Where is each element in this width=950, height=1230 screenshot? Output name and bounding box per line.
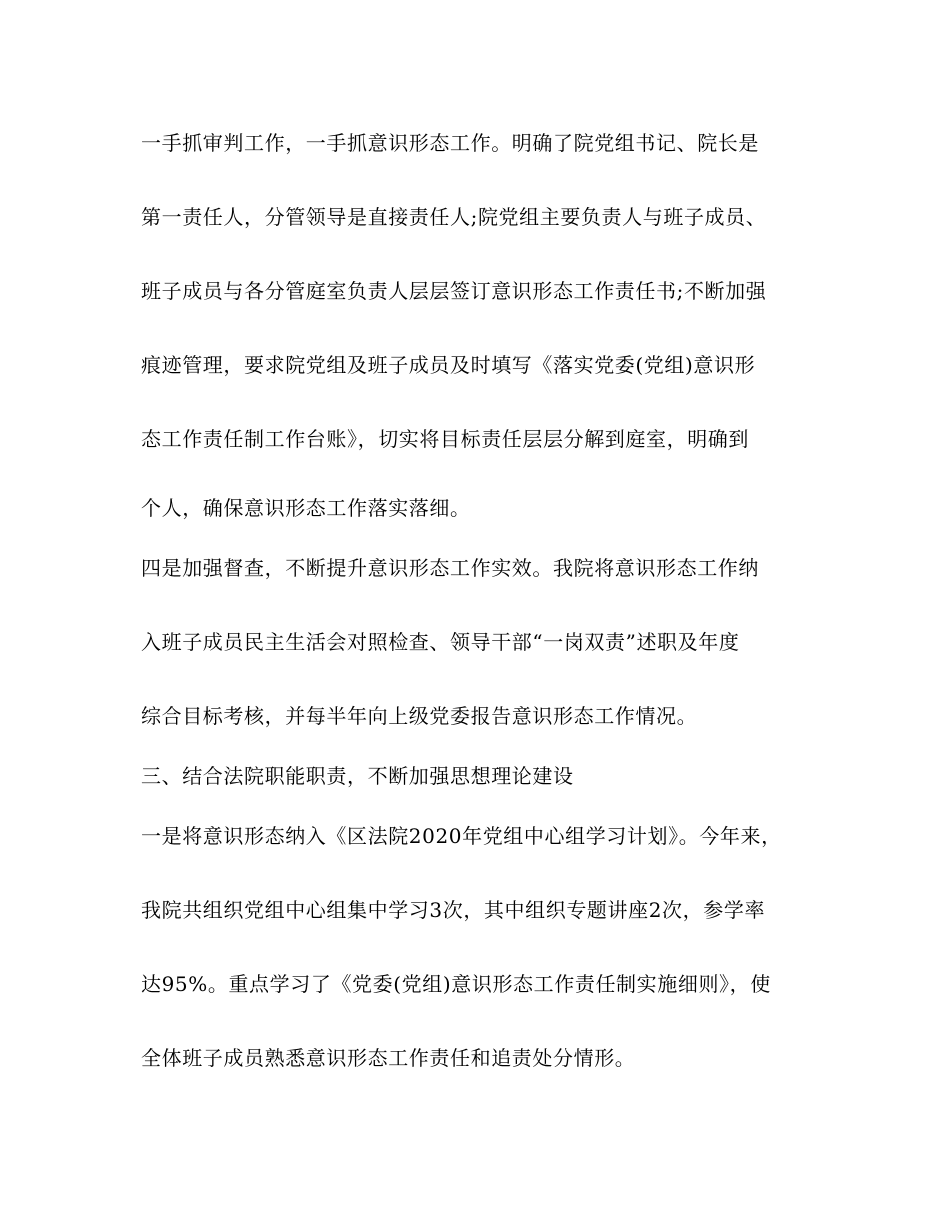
text-line: 我院共组织党组中心组集中学习3次，其中组织专题讲座2次，参学率 [141, 898, 766, 922]
text-line: 达95%。重点学习了《党委(党组)意识形态工作责任制实施细则》，使 [141, 972, 771, 996]
text-line: 全体班子成员熟悉意识形态工作责任和追责处分情形。 [141, 1046, 636, 1070]
text-line: 综合目标考核，并每半年向上级党委报告意识形态工作情况。 [141, 704, 698, 728]
text-line: 个人，确保意识形态工作落实落细。 [141, 496, 471, 520]
text-line: 一是将意识形态纳入《区法院2020年党组中心组学习计划》。今年来， [141, 824, 782, 848]
text-line: 四是加强督查，不断提升意识形态工作实效。我院将意识形态工作纳 [141, 556, 759, 580]
text-line: 态工作责任制工作台账》，切实将目标责任层层分解到庭室，明确到 [141, 427, 749, 451]
section-heading: 三、结合法院职能职责，不断加强思想理论建设 [141, 764, 574, 788]
text-line: 入班子成员民主生活会对照检查、领导干部“一岗双责”述职及年度 [141, 630, 740, 654]
text-line: 第一责任人，分管领导是直接责任人;院党组主要负责人与班子成员、 [141, 205, 767, 229]
text-line: 一手抓审判工作，一手抓意识形态工作。明确了院党组书记、院长是 [141, 131, 759, 155]
text-line: 痕迹管理，要求院党组及班子成员及时填写《落实党委(党组)意识形 [141, 353, 756, 377]
text-line: 班子成员与各分管庭室负责人层层签订意识形态工作责任书;不断加强 [141, 279, 767, 303]
